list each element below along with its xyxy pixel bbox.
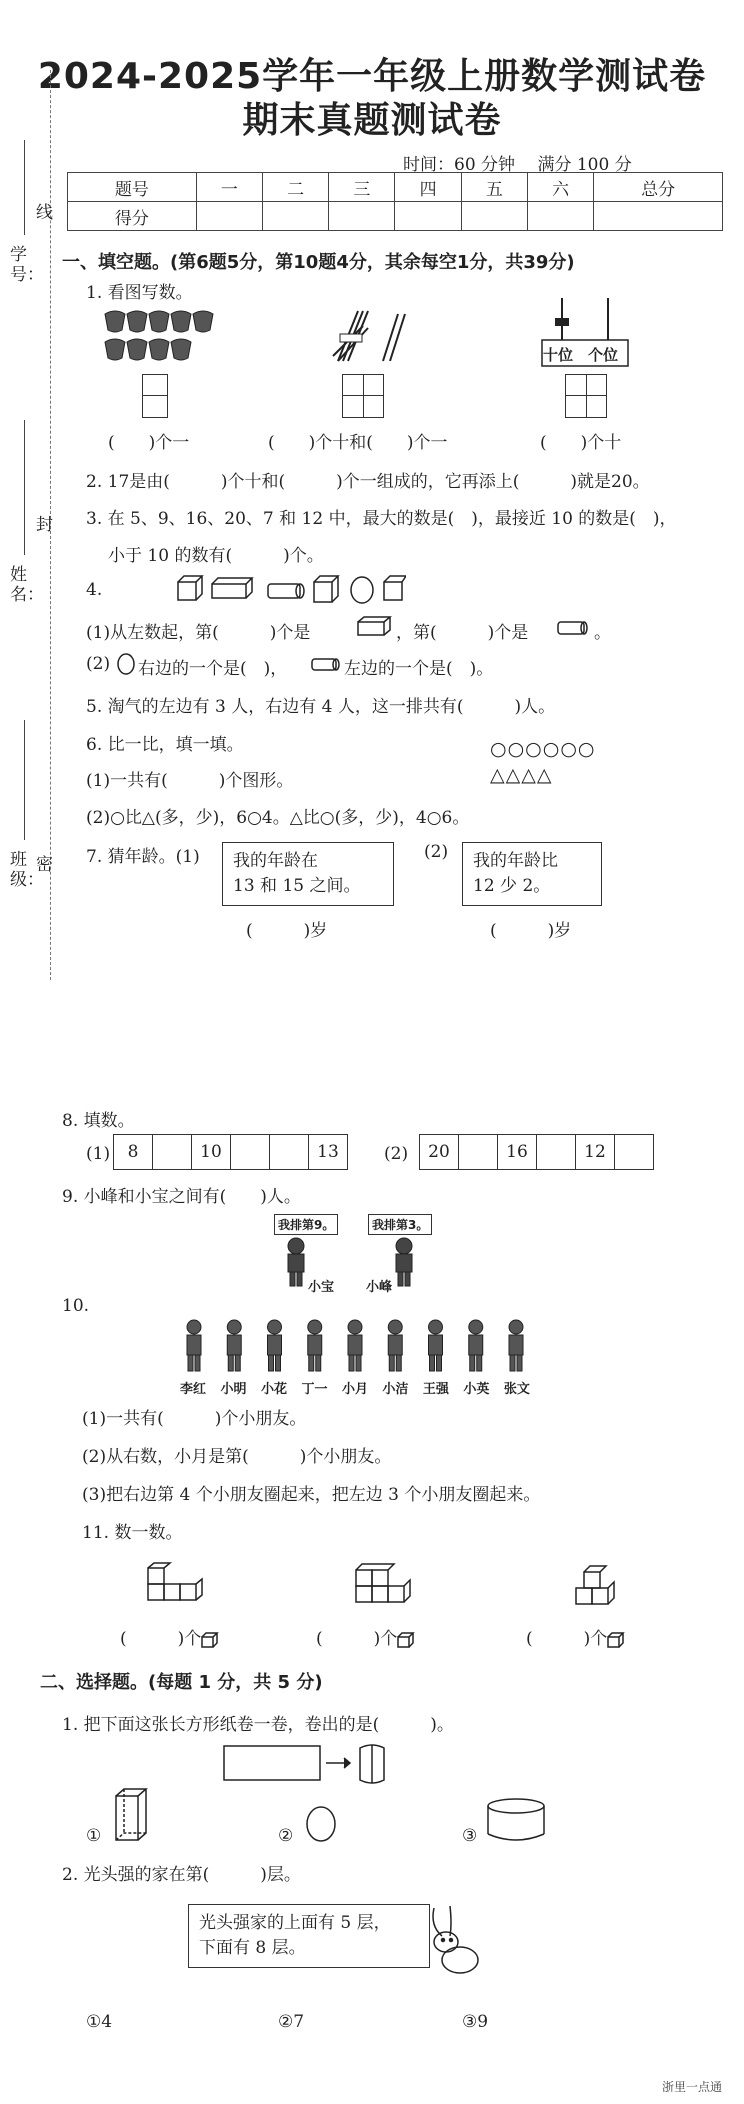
cube-icon [397,1632,415,1648]
class-line [24,720,25,840]
student-no-line [24,140,25,235]
s2-q2-option-1[interactable]: ①4 [86,2012,113,2032]
cylinder-icon [268,584,300,598]
q9-kid-name-1: 小宝 [308,1280,335,1295]
q6-circles: ○○○○○○ [490,738,596,760]
rabbit-image [420,1902,492,1976]
cube-stack-1-image [144,1562,204,1610]
kid-figure-icon[interactable] [429,1320,443,1371]
score-input[interactable] [263,202,329,231]
kid-name: 丁一 [301,1382,328,1397]
strawberry-icon [105,311,125,332]
q4-stem: 4. [86,580,103,600]
q10-names-row [180,1378,530,1397]
binding-mark-xian: 线 [36,203,53,223]
q7-speech-bubble-1 [222,842,394,906]
score-cell: 总分 [594,173,723,202]
kid-figure-icon[interactable] [469,1320,483,1371]
seq-cell: 16 [497,1134,537,1170]
score-input-row [68,202,723,231]
q8-stem: 8. 填数。 [62,1111,135,1131]
score-cell: 题号 [68,173,197,202]
kid-body-icon [396,1254,412,1272]
q11-answer-text: ( )个 [120,1629,202,1649]
q7-bubble1-line2: 13 和 15 之间。 [233,876,361,896]
q5-text: 5. 淘气的左边有 3 人，右边有 4 人，这一排共有( )人。 [86,697,556,717]
q8-sequence-2 [420,1134,654,1170]
q6-part2: (2)○比△(多，少)，6○4。△比○(多，少)，4○6。 [86,808,470,828]
strawberry-icon [149,339,169,360]
s2-q1-option-2[interactable]: ② [278,1826,294,1846]
ones-label: 个位 [588,346,619,364]
score-label: 得分 [68,202,197,231]
q4-part1-c: 。 [594,623,611,643]
kid-name: 小明 [220,1382,247,1397]
score-input[interactable] [594,202,723,231]
q10-stem: 10. [62,1296,90,1316]
kid-name: 小月 [341,1382,368,1397]
seq-cell[interactable] [458,1134,498,1170]
cylinder-icon [310,656,342,674]
kid-name: 李红 [180,1382,207,1397]
kid-figure-icon[interactable] [388,1320,402,1371]
cube-icon [384,582,402,600]
kid-figure-icon[interactable] [348,1320,362,1371]
q6-part1: (1)一共有( )个图形。 [86,771,294,791]
q10-part3: (3)把右边第 4 个小朋友圈起来，把左边 3 个小朋友圈起来。 [82,1485,541,1505]
q11-answer-text: ( )个 [526,1629,608,1649]
q11-answer-text: ( )个 [316,1629,398,1649]
kid-head-icon [288,1238,304,1254]
q1-answer-box-1[interactable] [142,374,168,418]
q11-stem: 11. 数一数。 [82,1523,183,1543]
s2-q2-bubble-line2: 下面有 8 层。 [199,1938,306,1958]
q6-stem: 6. 比一比，填一填。 [86,735,244,755]
q8-sequence-1 [114,1134,348,1170]
section1-heading: 一、填空题。(第6题5分，第10题4分，其余每空1分，共39分) [62,252,575,273]
kid-name: 小英 [463,1382,490,1397]
strawberry-icon [171,311,191,332]
q7-bubble1-line1: 我的年龄在 [233,851,318,871]
q9-tag-2: 我排第3。 [368,1214,432,1235]
s2-q2-speech-bubble [188,1904,430,1968]
q1-answer-3: ( )个十 [540,433,622,453]
score-header-row [68,173,723,202]
score-cell: 二 [263,173,329,202]
seq-cell: 8 [113,1134,153,1170]
score-cell: 一 [196,173,262,202]
q9-kids-image [282,1234,422,1290]
seq-cell: 12 [575,1134,615,1170]
q11-answer-3 [526,1624,625,1649]
cube-icon [178,582,196,600]
cube-stack-2-image [352,1560,412,1612]
q4-part2-b: 右边的一个是( )， [138,659,288,679]
name-line [24,420,25,555]
name-label: 姓名： [10,565,44,605]
strawberry-icon [193,311,213,332]
score-input[interactable] [395,202,461,231]
q10-part1: (1)一共有( )个小朋友。 [82,1409,307,1429]
q7-answer-2: ( )岁 [490,921,572,941]
q7-answer-1: ( )岁 [246,921,328,941]
q1-answer-box-3[interactable] [565,374,607,418]
q1-stem: 1. 看图写数。 [86,283,193,303]
score-cell: 三 [329,173,395,202]
q8-label-1: (1) [86,1144,111,1164]
s2-q1-option-3[interactable]: ③ [462,1826,478,1846]
q1-answer-2: ( )个十和( )个一 [268,433,448,453]
q1-answer-box-2[interactable] [342,374,384,418]
kid-name: 小花 [260,1382,287,1397]
kid-body-icon [288,1254,304,1272]
q4-part2-c: 左边的一个是( )。 [344,659,494,679]
seq-cell[interactable] [536,1134,576,1170]
seq-cell[interactable] [230,1134,270,1170]
cube-icon [607,1632,625,1648]
kid-figure-icon[interactable] [227,1320,241,1371]
score-input[interactable] [461,202,527,231]
strawberry-icon [149,311,169,332]
kid-name: 张文 [503,1382,530,1397]
q6-triangles: △△△△ [490,764,553,786]
kid-name: 王强 [422,1382,449,1397]
q11-answer-2 [316,1624,415,1649]
kid-figure-icon[interactable] [509,1320,523,1371]
q7-label-2: (2) [424,842,449,862]
q4-part2-a: (2) [86,654,111,674]
binding-mark-feng: 封 [36,515,53,535]
q2-text: 2. 17是由( )个十和( )个一组成的，它再添上( )就是20。 [86,472,650,492]
s2-q1-stem: 1. 把下面这张长方形纸卷一卷，卷出的是( )。 [62,1715,454,1735]
q1-answer-1: ( )个一 [108,433,190,453]
s2-q2-bubble-line1: 光头强家的上面有 5 层， [199,1913,391,1933]
option-cylinder-image [484,1796,548,1844]
q7-bubble2-line2: 12 少 2。 [473,876,551,896]
s2-q2-option-2[interactable]: ②7 [278,2012,305,2032]
rectangle-roll-image [222,1742,412,1786]
s2-q2-option-3[interactable]: ③9 [462,2012,489,2032]
q8-label-2: (2) [384,1144,409,1164]
watermark-text: 浙里一点通 [662,2080,723,2094]
seq-cell[interactable] [614,1134,654,1170]
seq-cell: 10 [191,1134,231,1170]
q4-shapes-row [176,572,406,606]
s2-q1-option-1[interactable]: ① [86,1826,102,1846]
seq-cell: 20 [419,1134,459,1170]
binding-mark-mi: 密 [36,855,53,875]
sphere-icon [351,577,373,603]
kid-figure-icon[interactable] [308,1320,322,1371]
cylinder-icon [556,618,590,638]
kid-head-icon [396,1238,412,1254]
kid-figure-icon[interactable] [268,1320,282,1371]
paper-subtitle: 期末真题测试卷 [242,100,502,141]
student-no-label: 学号： [10,245,44,285]
strawberry-icon [105,339,125,360]
score-cell: 五 [461,173,527,202]
strawberry-icon [127,311,147,332]
time-info: 时间：60 分钟 满分 100 分 [403,155,632,175]
tens-label: 十位 [543,346,574,364]
q10-part2: (2)从右数，小月是第( )个小朋友。 [82,1447,392,1467]
q3-text-a: 3. 在 5、9、16、20、7 和 12 中，最大的数是( )，最接近 10 的数是( )， [86,509,677,529]
kid-name: 小洁 [382,1382,409,1397]
cube-icon [201,1632,219,1648]
score-cell: 六 [527,173,593,202]
cube-stack-3-image [572,1558,620,1612]
class-label: 班级： [10,850,44,890]
cuboid-icon [356,614,392,638]
paper-title: 2024-2025学年一年级上册数学测试卷 [37,56,707,97]
q7-speech-bubble-2 [462,842,602,906]
option-cuboid-image [112,1786,152,1844]
q4-part1-a: (1)从左数起，第( )个是 [86,623,311,643]
sticks-bundle-image [328,306,408,366]
section2-heading: 二、选择题。(每题 1 分，共 5 分) [40,1672,323,1693]
score-input[interactable] [527,202,593,231]
q9-stem: 9. 小峰和小宝之间有( )人。 [62,1187,301,1207]
score-table [67,172,723,231]
q10-kids-row-image [180,1318,530,1376]
q7-stem: 7. 猜年龄。(1) [86,847,200,867]
q11-answer-1 [120,1624,219,1649]
q3-text-b: 小于 10 的数有( )个。 [108,546,324,566]
option-circle-image [304,1804,338,1844]
s2-q2-stem: 2. 光头强的家在第( )层。 [62,1865,301,1885]
q7-bubble2-line1: 我的年龄比 [473,851,558,871]
q9-kid-name-2: 小峰 [366,1280,393,1295]
cuboid-tall-icon [314,582,332,602]
score-input[interactable] [196,202,262,231]
strawberry-icon [171,339,191,360]
seq-cell: 13 [308,1134,348,1170]
seq-cell[interactable] [152,1134,192,1170]
seq-cell[interactable] [269,1134,309,1170]
q4-part1-b: ，第( )个是 [396,623,529,643]
cuboid-icon [212,584,246,598]
score-cell: 四 [395,173,461,202]
strawberries-image [100,306,220,366]
strawberry-icon [127,339,147,360]
q9-tag-1: 我排第9。 [274,1214,338,1235]
score-input[interactable] [329,202,395,231]
sphere-icon [116,652,136,676]
kid-figure-icon[interactable] [187,1320,201,1371]
